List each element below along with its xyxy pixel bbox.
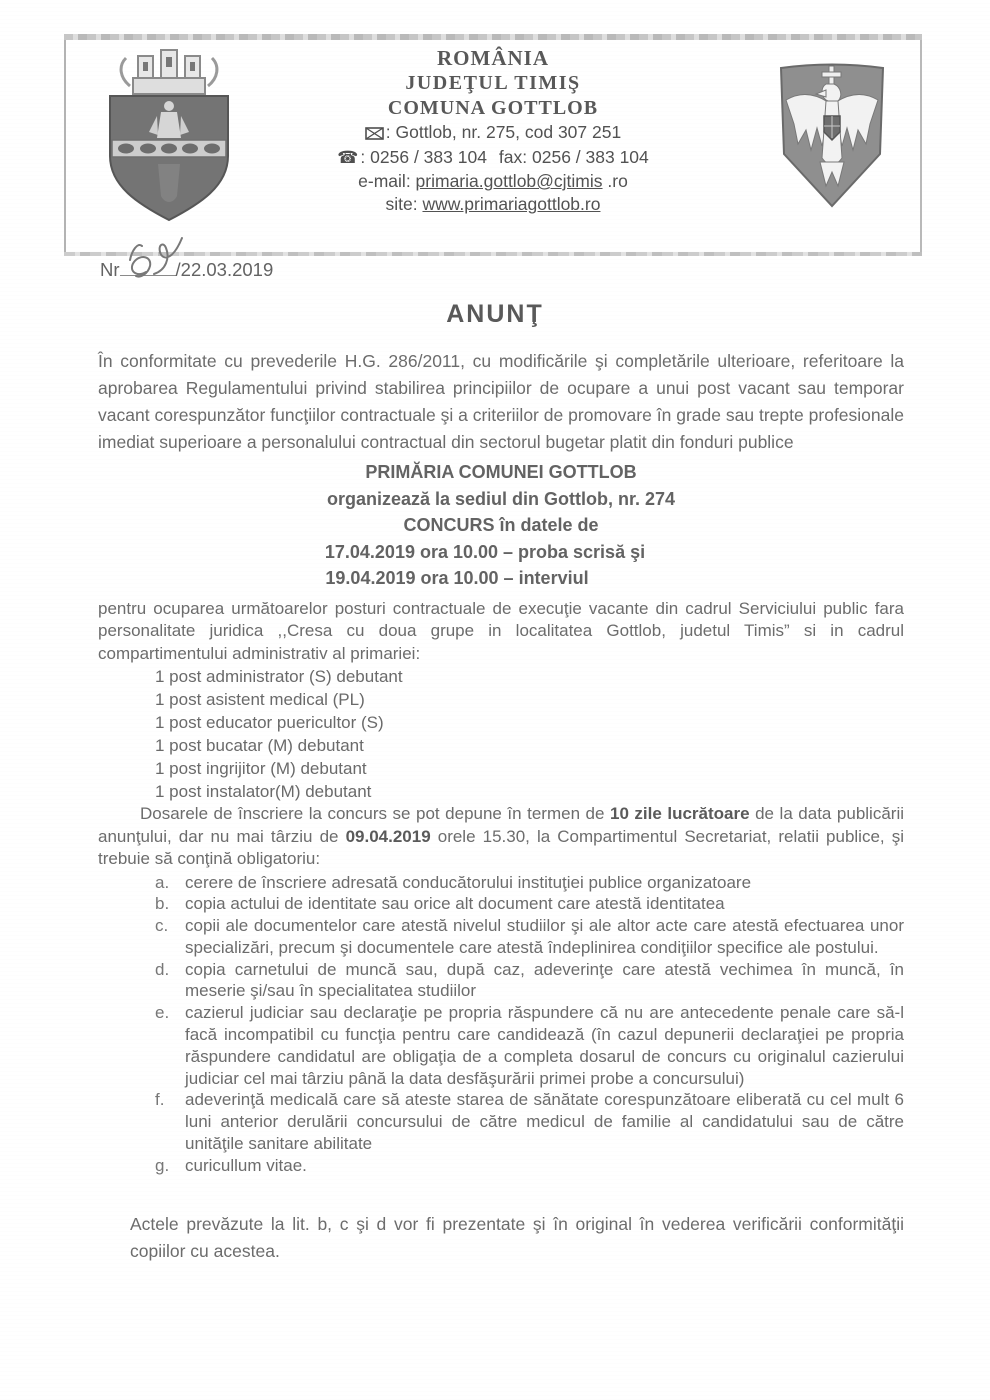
list-item-letter: b.: [155, 894, 170, 914]
site-link: www.primariagottlob.ro: [422, 194, 601, 214]
shield-crown-icon: [100, 40, 238, 226]
document-body: [98, 348, 904, 1265]
email-line: [246, 170, 740, 193]
site-label: site:: [385, 194, 423, 214]
posts-list: [155, 665, 904, 803]
commune-name: COMUNA GOTTLOB: [387, 97, 599, 119]
venue-line: organizează la sediul din Gottlob, nr. 274: [326, 488, 676, 509]
paragraph-deadline: [98, 803, 904, 871]
list-item: [98, 915, 904, 959]
requirements-list: [98, 872, 904, 1177]
list-item-text: copii ale documentelor care atestă nivelul studiilor şi ale altor acte care atestă efectuarea unor specializări, precum şi documentele care atestă îndeplinirea condiţiilor specifice ale postului.: [185, 916, 904, 957]
list-item-text: cazierul judiciar sau declaraţie pe propria răspundere că nu are antecedente penale care să-l facă incompatibil cu funcţia pentru care candidează (în cazul depunerii declaraţiei pe propria răspundere candidatul are obligaţia de a completa dosarul de concurs cu originalul cazierului judiciar cel mai târziu până la data desfăşurării primei probe a concursului): [185, 1003, 904, 1088]
contest-line: CONCURS în datele de: [403, 515, 599, 535]
deadline-date: 09.04.2019: [345, 826, 431, 846]
announcement-center-block: [98, 459, 904, 592]
list-item: [98, 1002, 904, 1089]
letterhead: [64, 34, 922, 256]
list-item: 1 post administrator (S) debutant: [155, 667, 403, 686]
letterhead-text: [246, 46, 740, 216]
list-item: 1 post ingrijitor (M) debutant: [155, 759, 367, 778]
list-item-letter: d.: [155, 959, 170, 979]
list-item-letter: a.: [155, 872, 170, 892]
deadline-working-days: 10 zile lucrătoare: [610, 804, 750, 823]
registration-date: /22.03.2019: [175, 259, 274, 280]
deadline-text: de la data publicării anunţului, dar nu mai târziu de: [98, 804, 904, 846]
paragraph-positions: pentru ocuparea următoarelor posturi contractuale de execuţie vacante din cadrul Serviciului public fara personalitate juridica ,,Cresa cu doua grupe in localitatea Gottlob, judetul Timis” si in cadrul compartimentului administrativ al primariei:: [98, 598, 904, 663]
list-item-text: cerere de înscriere adresată conducătorului instituţiei publice organizatoare: [185, 872, 752, 892]
nr-label: Nr: [100, 259, 120, 280]
institution-name: PRIMĂRIA COMUNEI GOTTLOB: [365, 462, 637, 482]
list-item: [98, 959, 904, 1003]
envelope-icon: [365, 123, 384, 146]
country-name: ROMÂNIA: [437, 46, 549, 70]
email-label: e-mail:: [358, 171, 416, 191]
eagle-icon: [776, 60, 888, 212]
email-suffix: .ro: [602, 171, 628, 191]
list-item: 1 post asistent medical (PL): [155, 690, 365, 709]
list-item: 1 post instalator(M) debutant: [155, 782, 372, 801]
list-item-letter: f.: [155, 1090, 165, 1110]
paragraph-intro: În conformitate cu prevederile H.G. 286/2011, cu modificările şi completările ulterioare, referitoare la aprobarea Regulamentului privind stabilirea principiilor de ocupare a unui post vacant sau temporar vacant corespunzător funcţiilor contractuale şi a criteriilor de promovare în grade sau trepte profesionale imediat superioare a personalului contractual din sectorul bugetar platit din fonduri publice: [98, 351, 904, 452]
list-item-letter: g.: [155, 1155, 170, 1175]
list-item: [98, 1155, 904, 1177]
written-exam-date: 17.04.2019 ora 10.00 – proba scrisă şi: [324, 541, 646, 562]
email-link: primaria.gottlob@cjtimis: [415, 171, 603, 191]
site-line: [246, 193, 740, 216]
romania-coat-of-arms: [776, 60, 888, 217]
phone-icon: ☎: [337, 148, 359, 168]
nr-blank-field: [120, 258, 176, 276]
commune-coat-of-arms: [100, 40, 238, 231]
list-item-text: curicullum vitae.: [185, 1155, 307, 1175]
fax-number: fax: 0256 / 383 104: [498, 147, 649, 167]
list-item-text: copia carnetului de muncă sau, după caz, adeverinţe care atestă vechimea în muncă, în meserie şi/sau în specialitatea studiilor: [185, 959, 904, 1001]
address-line: [246, 121, 740, 146]
list-item: [98, 893, 904, 915]
list-item-letter: e.: [155, 1003, 170, 1023]
list-item: 1 post educator puericultor (S): [155, 713, 384, 732]
phone-line: [246, 146, 740, 170]
address-text: : Gottlob, nr. 275, cod 307 251: [385, 122, 622, 142]
page-title: ANUNŢ: [446, 300, 544, 328]
list-item: [98, 1089, 904, 1154]
list-item-letter: c.: [155, 916, 169, 936]
list-item: 1 post bucatar (M) debutant: [155, 736, 364, 755]
county-name: JUDEŢUL TIMIŞ: [405, 72, 581, 94]
paragraph-closing: Actele prevăzute la lit. b, c şi d vor fi prezentate şi în original în vederea verificării conformităţii copiilor cu acestea.: [130, 1213, 904, 1261]
registration-number-line: [100, 258, 273, 281]
phone-number: : 0256 / 383 104: [360, 147, 487, 167]
deadline-text: orele 15.30, la Compartimentul Secretariat, relatii publice, şi trebuie să conţină obligatoriu:: [98, 826, 904, 868]
list-item-text: copia actului de identitate sau orice alt document care atestă identitatea: [185, 894, 725, 914]
list-item: [98, 872, 904, 894]
deadline-text: Dosarele de înscriere la concurs se pot depune în termen de: [140, 804, 610, 823]
interview-date: 19.04.2019 ora 10.00 – interviul: [325, 568, 589, 588]
list-item-text: adeverinţă medicală care să ateste starea de sănătate corespunzătoare eliberată cu cel mult 6 luni anterior derulării concursului de către medicul de familie al candidatului sau de către unităţile sanitare abilitate: [185, 1090, 904, 1154]
letterhead-bottom-border: [64, 252, 922, 256]
